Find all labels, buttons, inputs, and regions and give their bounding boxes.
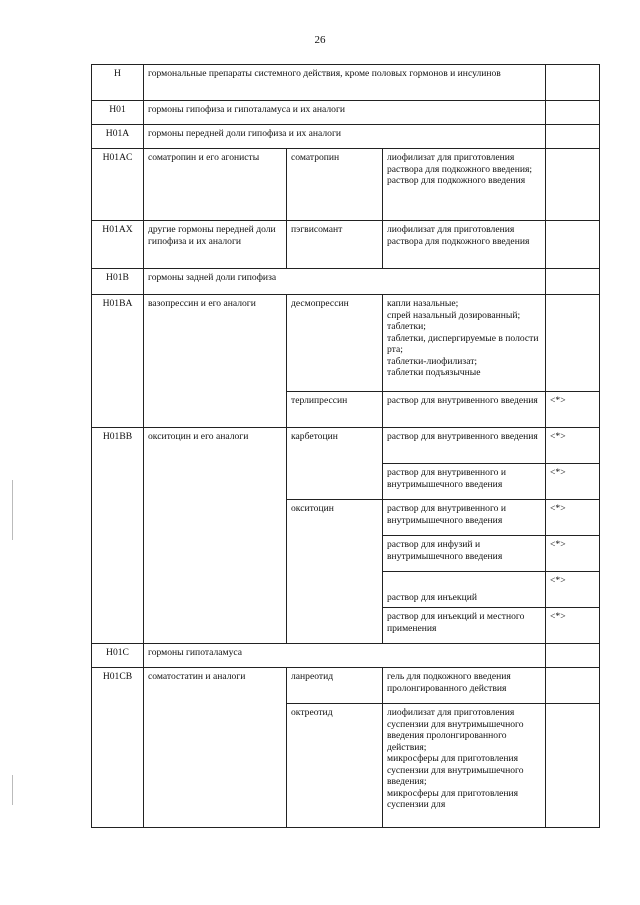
table-row: [92, 295, 600, 392]
atc-code: H01AX: [92, 221, 144, 269]
atc-code: H01C: [92, 644, 144, 668]
atc-code: H01B: [92, 269, 144, 295]
dosage-form: капли назальные; спрей назальный дозированный; таблетки; таблетки, диспергируемые в полости рта; таблетки-лиофилизат; таблетки подъязычные: [383, 295, 546, 392]
note-cell: [546, 668, 600, 704]
dosage-form: лиофилизат для приготовления суспензии для внутримышечного введения пролонгированного действия; микросферы для приготовления суспензии для внутримышечного введения; микросферы для приготовления суспензии для: [383, 704, 546, 828]
atc-code: H: [92, 65, 144, 101]
note-cell: [546, 221, 600, 269]
table-row: [92, 149, 600, 221]
note-cell: <*>: [546, 428, 600, 464]
note-cell: [546, 149, 600, 221]
dosage-form: лиофилизат для приготовления раствора для подкожного введения; раствор для подкожного введения: [383, 149, 546, 221]
table-row: [92, 65, 600, 101]
atc-code: H01BB: [92, 428, 144, 644]
note-cell: [546, 65, 600, 101]
page-number: 26: [314, 34, 326, 46]
atc-code: H01BA: [92, 295, 144, 428]
note-cell: [546, 644, 600, 668]
group-name: гормоны гипофиза и гипоталамуса и их аналоги: [144, 101, 546, 125]
atc-code: H01A: [92, 125, 144, 149]
group-name: гормоны гипоталамуса: [144, 644, 546, 668]
dosage-form: раствор для внутривенного и внутримышечного введения: [383, 464, 546, 500]
table-row: [92, 101, 600, 125]
table-row: [92, 644, 600, 668]
drug-name: окситоцин: [287, 500, 383, 644]
group-name: гормоны задней доли гипофиза: [144, 269, 546, 295]
scan-artifact: [12, 480, 13, 540]
note-cell: <*>: [546, 536, 600, 572]
dosage-form: раствор для инфузий и внутримышечного введения: [383, 536, 546, 572]
table-row: [92, 668, 600, 704]
drug-name: карбетоцин: [287, 428, 383, 500]
note-cell: <*>: [546, 500, 600, 536]
atc-code: H01: [92, 101, 144, 125]
drug-name: терлипрессин: [287, 392, 383, 428]
table-row: [92, 269, 600, 295]
dosage-form: раствор для инъекций и местного применения: [383, 608, 546, 644]
drug-table: [91, 64, 600, 828]
dosage-form: раствор для внутривенного введения: [383, 392, 546, 428]
note-cell: [546, 295, 600, 392]
dosage-form: раствор для внутривенного и внутримышечного введения: [383, 500, 546, 536]
group-name: гормоны передней доли гипофиза и их аналоги: [144, 125, 546, 149]
dosage-form: раствор для инъекций: [383, 572, 546, 608]
drug-name: пэгвисомант: [287, 221, 383, 269]
group-name: соматропин и его агонисты: [144, 149, 287, 221]
note-cell: <*>: [546, 464, 600, 500]
group-name: окситоцин и его аналоги: [144, 428, 287, 644]
dosage-form: раствор для внутривенного введения: [383, 428, 546, 464]
group-name: гормональные препараты системного действия, кроме половых гормонов и инсулинов: [144, 65, 546, 101]
drug-name: октреотид: [287, 704, 383, 828]
drug-name: ланреотид: [287, 668, 383, 704]
drug-name: десмопрессин: [287, 295, 383, 392]
note-cell: [546, 704, 600, 828]
drug-name: соматропин: [287, 149, 383, 221]
table-row: [92, 125, 600, 149]
atc-code: H01AC: [92, 149, 144, 221]
note-cell: [546, 269, 600, 295]
table-row: [92, 428, 600, 464]
note-cell: [546, 101, 600, 125]
group-name: вазопрессин и его аналоги: [144, 295, 287, 428]
table-row: [92, 221, 600, 269]
note-cell: <*>: [546, 392, 600, 428]
note-cell: <*>: [546, 608, 600, 644]
note-cell: [546, 125, 600, 149]
dosage-form: лиофилизат для приготовления раствора для подкожного введения: [383, 221, 546, 269]
atc-code: H01CB: [92, 668, 144, 828]
note-cell: <*>: [546, 572, 600, 608]
group-name: другие гормоны передней доли гипофиза и их аналоги: [144, 221, 287, 269]
dosage-form: гель для подкожного введения пролонгированного действия: [383, 668, 546, 704]
scan-artifact: [12, 775, 13, 805]
group-name: соматостатин и аналоги: [144, 668, 287, 828]
